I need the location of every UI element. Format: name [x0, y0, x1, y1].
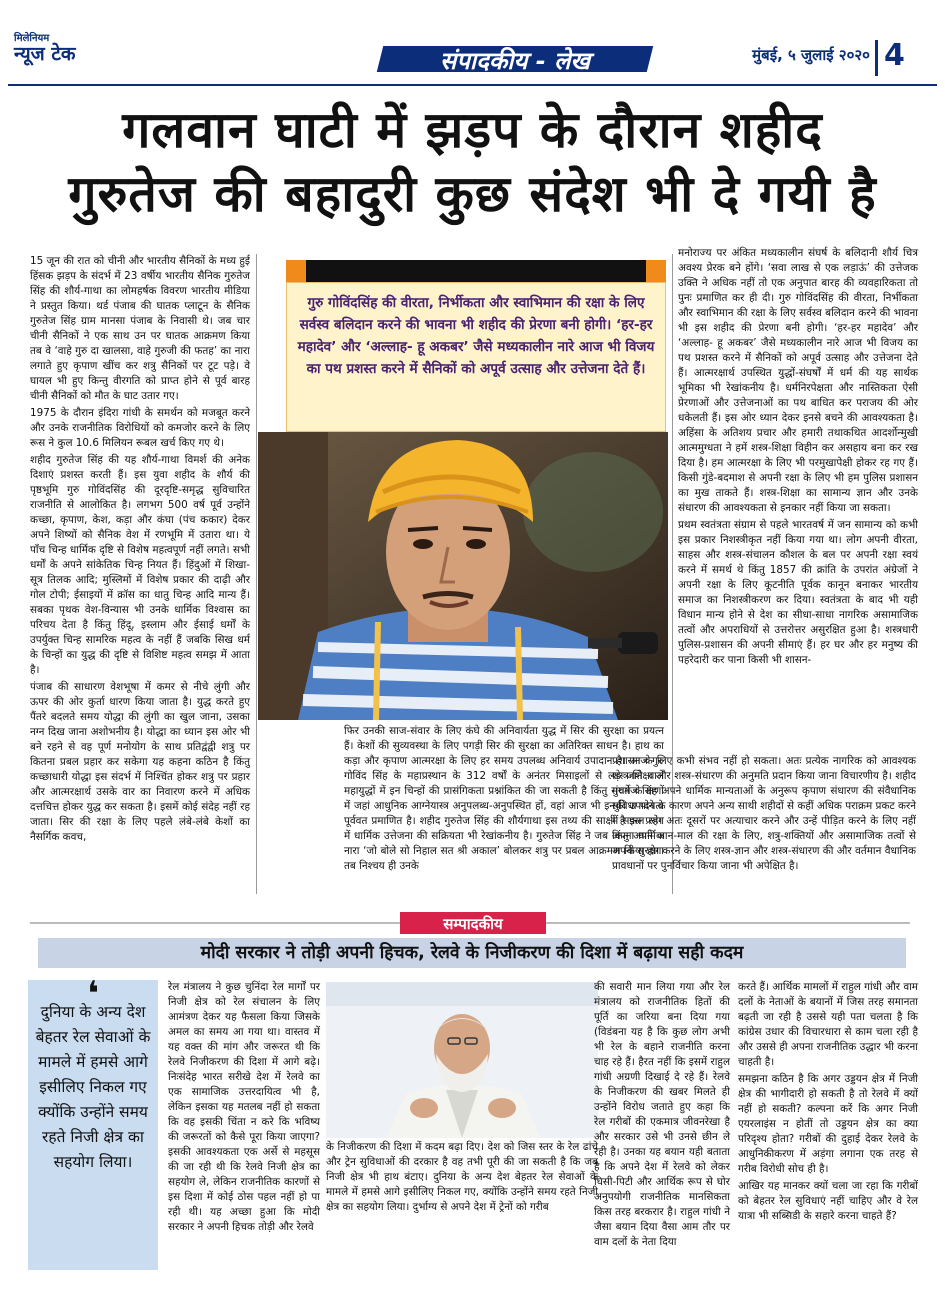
editorial-sidebox	[28, 974, 158, 1270]
editorial-tag-label: सम्पादकीय	[443, 915, 503, 933]
headline-line-1: गलवान घाटी में झड़प के दौरान शहीद	[122, 101, 823, 159]
article-column-3	[678, 246, 918, 670]
masthead	[0, 0, 945, 84]
modi-photo-illustration	[326, 982, 598, 1138]
editorial-headline: मोदी सरकार ने तोड़ी अपनी हिचक, रेलवे के निजीकरण की दिशा में बढ़ाया सही कदम	[200, 943, 744, 963]
editorial-column-4	[738, 980, 918, 1226]
pull-quote-accent-right	[646, 260, 666, 282]
editorial-paragraph: की सवारी मान लिया गया और रेल मंत्रालय को राजनीतिक हितों की पूर्ति का जरिया बना दिया गया (विडंबना यह है कि कुछ लोग अभी भी रेल के बहाने राजनीति करना चाह रहे हैं। हैरत नहीं कि इसमें राहुल गांधी अग्रणी दिखाई दे रहे हैं। रेलवे के निजीकरण की खबर मिलते ही उन्होंने विरोध जताते हुए कहा कि रेल गरीबों की एकमात्र जीवनरेखा है और सरकार उसे भी उनसे छीन ले रही है। उनका यह बयान यही बताता है कि अपने देश में रेलवे को लेकर घिसी-पिटी और आर्थिक रूप से घोर अनुपयोगी राजनीतिक मानसिकता किस तरह बरकरार है। राहुल गांधी ने जैसा बयान दिया वैसा आम तौर पर वाम दलों के नेता दिया	[594, 981, 730, 1248]
article-paragraph: प्रथम स्वतंत्रता संग्राम से पहले भारतवर्ष में जन सामान्य को कभी इस प्रकार निशस्त्रीकृत नहीं किया गया था। लोग अपनी वीरता, साहस और शस्त्र-संचालन कौशल के बल पर अपनी रक्षा स्वयं करने में समर्थ थे किंतु 1857 की क्रांति के उपरांत अंग्रेजों ने अपनी रक्षा के लिए कूटनीति पूर्वक कानून बनाकर भारतीय समाज का निशस्त्रीकरण कर दिया। स्वतंत्रता के बाद भी यही विधान मान्य होने से देश का सीधा-साधा नागरिक असामाजिक तत्वों और अपराधियों से उत्तरोत्तर असुरक्षित हुआ है। शस्त्रधारी पुलिस-प्रशासन की अपनी सीमाएं हैं। हर घर और हर मनुष्य की पहरेदारी कर पाना किसी भी शासन-	[678, 519, 918, 666]
sidebox-text: दुनिया के अन्य देश बेहतर रेल सेवाओं के मामले में हमसे आगे इसीलिए निकल गए क्योंकि उन्होंने समय रहते निजी क्षेत्र का सहयोग लिया।	[35, 1003, 151, 1171]
section-banner	[380, 40, 650, 80]
editorial-paragraph: रेल मंत्रालय ने कुछ चुनिंदा रेल मार्गों पर निजी क्षेत्र को रेल संचालन के लिए आमंत्रण देकर यह फैसला किया जिसके अमल का समय आ गया था। वास्तव में यह वक्त की मांग और जरूरत थी कि रेलवे निजीकरण की दिशा में आगे बढ़े। निःसंदेह भारत सरीखे देश में रेलवे का एक सामाजिक उत्तरदायित्व भी है, लेकिन इसका यह मतलब नहीं हो सकता कि वह इसकी चिंता न करे कि भविष्य की जरूरतों को कैसे पूरा किया जाएगा? इसकी आवश्यकता एक अर्से से महसूस की जा रही थी कि रेलवे निजी क्षेत्र का सहयोग ले, लेकिन राजनीतिक कारणों से इस दिशा में कोई ठोस पहल नहीं हो पा रही थी। यह अच्छा हुआ कि मोदी सरकार ने अपनी हिचक तोड़ी और रेलवे	[168, 981, 320, 1233]
article-paragraph: 15 जून की रात को चीनी और भारतीय सैनिकों के मध्य हुई हिंसक झड़प के संदर्भ में 23 वर्षीय भारतीय सैनिक गुरुतेज सिंह की शौर्य-गाथा का लोमहर्षक विवरण भारतीय मीडिया ने प्रस्तुत किया। थर्ड पंजाब की घातक प्लाटून के सैनिक गुरुतेज सिंह ग्राम मानसा पंजाब के निवासी थे। जब चार चीनी सैनिकों ने एक साथ उन पर घातक आक्रमण किया तब वे ‘वाहे गुरु दा खालसा, वाहे गुरुजी की फतह’ का नारा लगाते हुए कृपाण खींच कर शत्रु सैनिकों पर टूट पड़े। वे घायल भी हुए किन्तु वीरगति को प्राप्त होने से पूर्व बारह चीनी सैनिकों को मौत के घाट उतार गए।	[30, 255, 250, 402]
masthead-rule	[8, 84, 937, 86]
main-headline	[20, 98, 925, 226]
soldier-photo	[258, 432, 668, 720]
article-paragraph: मनोराज्य पर अंकित मध्यकालीन संघर्ष के बलिदानी शौर्य चित्र अवश्य प्रेरक बने होंगे। ‘सवा लाख से एक लड़ाऊं’ की उत्तेजक उक्ति ने अधिक नहीं तो एक अनुपात बारह की व्यवहारिकता तो पुनः प्रमाणित कर ही दी। गुरु गोविंदसिंह की वीरता, निर्भीकता और स्वाभिमान की रक्षा के लिए सर्वस्व बलिदान करने की भावना भी इस शहीद की प्रेरणा बनी होगी। ‘हर-हर महादेव’ और ‘अल्लाह- हू अकबर’ जैसे मध्यकालीन नारे आज भी विजय का पथ प्रशस्त करने में सैनिकों को अपूर्व उत्साह और उत्तेजना देते हैं। आत्मरक्षार्थ उपस्थित युद्धों-संघर्षों में धर्म की यह सार्थक भूमिका भी रेखांकनीय है। धर्मनिरपेक्षता और नास्तिकता ऐसी प्रेरणाओं और उत्तेजनाओं का पथ बाधित कर पराजय की ओर धकेलती हैं। इस ओर ध्यान देकर इनसे बचने की आवश्यकता है। अहिंसा के अतिशय प्रचार और हमारी तथाकथित आदर्शोन्मुखी आत्ममुग्धता ने हमें शस्त्र-शिक्षा विहीन कर असहाय बना कर रख दिया है। हम आत्मरक्षा के लिए भी परमुखापेक्षी होकर रह गए हैं। किसी गुंडे-बदमाश से अपनी रक्षा के लिए भी हम पुलिस प्रशासन का मुख ताकते हैं। शस्त्र-शिक्षा का सामान्य ज्ञान और उनके संधारण की आवश्यकता से इनकार नहीं किया जा सकता।	[678, 247, 918, 514]
brand-logo	[14, 34, 134, 64]
masthead-divider	[875, 40, 878, 76]
editorial-column-1	[168, 980, 320, 1237]
section-title: संपादकीय - लेख	[440, 47, 590, 75]
headline-line-2: गुरुतेज की बहादुरी कुछ संदेश भी दे गयी है	[68, 165, 877, 223]
page-number: 4	[884, 38, 905, 73]
brand-name: न्यूज टेक	[14, 42, 76, 65]
article-paragraph: शहीद गुरुतेज सिंह की यह शौर्य-गाथा विमर्श की अनेक दिशाएं प्रशस्त करती हैं। इस युवा शहीद के शौर्य की पृष्ठभूमि गुरु गोविंदसिंह की दूरदृष्टि-समृद्ध सुविचारित राजनीति से आलोकित है। लगभग 500 वर्ष पूर्व उन्होंने कच्छा, कृपाण, केश, कड़ा और कंघा (पंच ककार) देकर अपने शिष्यों को सैनिक वेश में रणभूमि में उतारा था। ये पाँच चिन्ह धार्मिक दृष्टि से विशेष महत्वपूर्ण नहीं लगते। सभी धर्मों के अपने सांकेतिक चिन्ह नियत हैं। हिंदुओं में शिखा-सूत्र तिलक आदि; मुस्लिमों में विशेष प्रकार की दाढ़ी और गोल टोपी; ईसाइयों में क्रॉस का धातु चिन्ह आदि मान्य हैं। सबका पृथक वेश-विन्यास भी उनके धार्मिक विश्वास का परिचय देता है किंतु हिंदू, इस्लाम और ईसाई धर्मों के उपर्युक्त चिन्ह सामरिक महत्व के नहीं हैं जबकि सिख धर्म के चिन्हों का युद्ध की दृष्टि से विशिष्ट महत्व समझ में आता है।	[30, 454, 250, 676]
editorial-paragraph: करते हैं। आर्थिक मामलों में राहुल गांधी और वाम दलों के नेताओं के बयानों में जिस तरह समानता बढ़ती जा रही है उससे यही पता चलता है कि कांग्रेस उधार की विचारधारा से काम चला रही है और उससे ही अपना राजनीतिक उद्धार भी करना चाहती है।	[738, 981, 918, 1068]
article-column-1	[30, 254, 250, 847]
soldier-photo-illustration	[258, 432, 668, 720]
article-paragraph: प्रशासन के लिए कभी संभव नहीं हो सकता। अतः प्रत्येक नागरिक को आवश्यक शस्त्र-शिक्षा और शस्त्र-संधारण की अनुमति प्रदान किया जाना विचारणीय है। शहीद गुरुतेज सिंह अपने धार्मिक मान्यताओं के अनुरूप कृपाण संधारण की संवैधानिक सुविधा पाने के कारण अपने अन्य साथी शहीदों से कहीं अधिक पराक्रम प्रकट करने में सफल रहे। अतः दूसरों पर अत्याचार करने और उन्हें पीड़ित करने के लिए नहीं किंतु अपने जान-माल की रक्षा के लिए, शत्रु-शक्तियों और असामाजिक तत्वों से अपनी सुरक्षा करने के लिए शस्त्र-ज्ञान और शस्त्र-संधारण की और वर्तमान वैधानिक प्रावधानों पर पुनर्विचार किया जाना भी अपेक्षित है।	[612, 755, 916, 872]
article-paragraph: 1975 के दौरान इंदिरा गांधी के समर्थन को मजबूत करने और उनके राजनीतिक विरोधियों को कमजोर करने के लिए रूस ने कुल 10.6 मिलियन रूबल खर्च किए गए थे।	[30, 407, 250, 449]
editorial-paragraph: समझना कठिन है कि अगर उड्डयन क्षेत्र में निजी क्षेत्र की भागीदारी हो सकती है तो रेलवे में क्यों नहीं हो सकती? कल्पना करें कि अगर निजी एयरलाइंस न होतीं तो उड्डयन क्षेत्र का क्या परिदृश्य होता? गरीबों की दुहाई देकर रेलवे के आधुनिकीकरण में अड़ंगा लगाना एक तरह से गरीब विरोधी सोच ही है।	[738, 1073, 918, 1175]
editorial-paragraph: आखिर यह मानकर क्यों चला जा रहा कि गरीबों को बेहतर रेल सुविधाएं नहीं चाहिए और वे रेल यात्रा भी सब्सिडी के सहारे करना चाहते हैं?	[738, 1180, 918, 1222]
article-column-4	[612, 754, 916, 876]
editorial-paragraph: के निजीकरण की दिशा में कदम बढ़ा दिए। देश को जिस स्तर के रेल ढांचे और ट्रेन सुविधाओं की दरकार है वह तभी पूरी की जा सकती है कि जब निजी क्षेत्र भी हाथ बंटाए। दुनिया के अन्य देश बेहतर रेल सेवाओं के मामले में हमसे आगे इसीलिए निकल गए, क्योंकि उन्होंने समय रहते निजी क्षेत्र का सहयोग लिया। दुर्भाग्य से अपने देश में ट्रेनों को गरीब	[326, 1141, 598, 1213]
pull-quote-accent-left	[286, 260, 306, 282]
modi-photo	[326, 982, 598, 1138]
article-paragraph: पंजाब की साधारण वेशभूषा में कमर से नीचे लुंगी और ऊपर की ओर कुर्ता धारण किया जाता है। युद्ध करते हुए पैंतरे बदलते समय योद्धा की लुंगी का खुल जाना, उसका नग्न दिख जाना अशोभनीय है। योद्धा का ध्यान इस ओर भी बने रहने से वह पूर्ण मनोयोग के साथ प्रतिद्वंद्वी शत्रु पर कितना प्रबल प्रहार कर सकेगा यह कहना कठिन है किंतु कच्छाधारी योद्धा इस संदर्भ में निश्चिंत होकर शत्रु पर प्रहार और आत्मरक्षार्थ उसके वार का निवारण करने में अधिक दत्तचित्त होकर युद्ध कर सकता है। इसमें कोई संदेह नहीं रह जाता। सिर की रक्षा के लिए पहले लंबे-लंबे केशों का नैसर्गिक कवच,	[30, 681, 250, 843]
issue-date: मुंबई, ५ जुलाई २०२०	[752, 46, 870, 64]
editorial-tag	[400, 912, 546, 934]
article-paragraph: फिर उनकी साज-संवार के लिए कंघे की अनिवार्यता युद्ध में सिर की सुरक्षा का प्रयत्न हैं। केशों की सुव्यवस्था के लिए पगड़ी सिर की सुरक्षा का अतिरिक्त साधन है। हाथ का कड़ा और कृपाण आत्मरक्षा के लिए हर समय उपलब्ध अनिवार्य उपादान है। आज गुरु गोविंद सिंह के महाप्रस्थान के 312 वर्षों के अनंतर मिसाइलों से लड़े जाने वाले महायुद्धों में इन चिन्हों की प्रासंगिकता प्रश्नांकित की जा सकती है किंतु संघर्ष के क्षणों में जहां आधुनिक आग्नेयास्त्र अनुपलब्ध-अनुपस्थित हों, वहां आज भी इनकी उपादेयता पूर्ववत प्रमाणित है। शहीद गुरुतेज सिंह की शौर्यगाथा इस तथ्य की साक्षी है इस प्रसंग में धार्मिक उत्तेजना की सक्रियता भी रेखांकनीय है। गुरुतेज सिंह ने जब अपना धार्मिक नारा ‘जो बोले सो निहाल सत श्री अकाल’ बोलकर शत्रु पर प्रबल आक्रमण किया होगा तब निश्चय ही उनके	[344, 725, 664, 872]
quote-mark-icon: ❛	[87, 974, 99, 1014]
column-divider	[256, 254, 257, 894]
pull-quote	[286, 260, 666, 432]
pull-quote-bar	[286, 260, 666, 282]
editorial-column-3	[594, 980, 730, 1252]
brand-top: मिलेनियम	[14, 33, 50, 44]
editorial-column-2	[326, 1140, 598, 1217]
pull-quote-text: गुरु गोविंदसिंह की वीरता, निर्भीकता और स्वाभिमान की रक्षा के लिए सर्वस्व बलिदान करने की भावना भी शहीद की प्रेरणा बनी होगी। ‘हर-हर महादेव’ और ‘अल्लाह- हू अकबर’ जैसे मध्यकालीन नारे आज भी विजय का पथ प्रशस्त करने में सैनिकों को अपूर्व उत्साह और उत्तेजना देते हैं।	[297, 295, 655, 377]
